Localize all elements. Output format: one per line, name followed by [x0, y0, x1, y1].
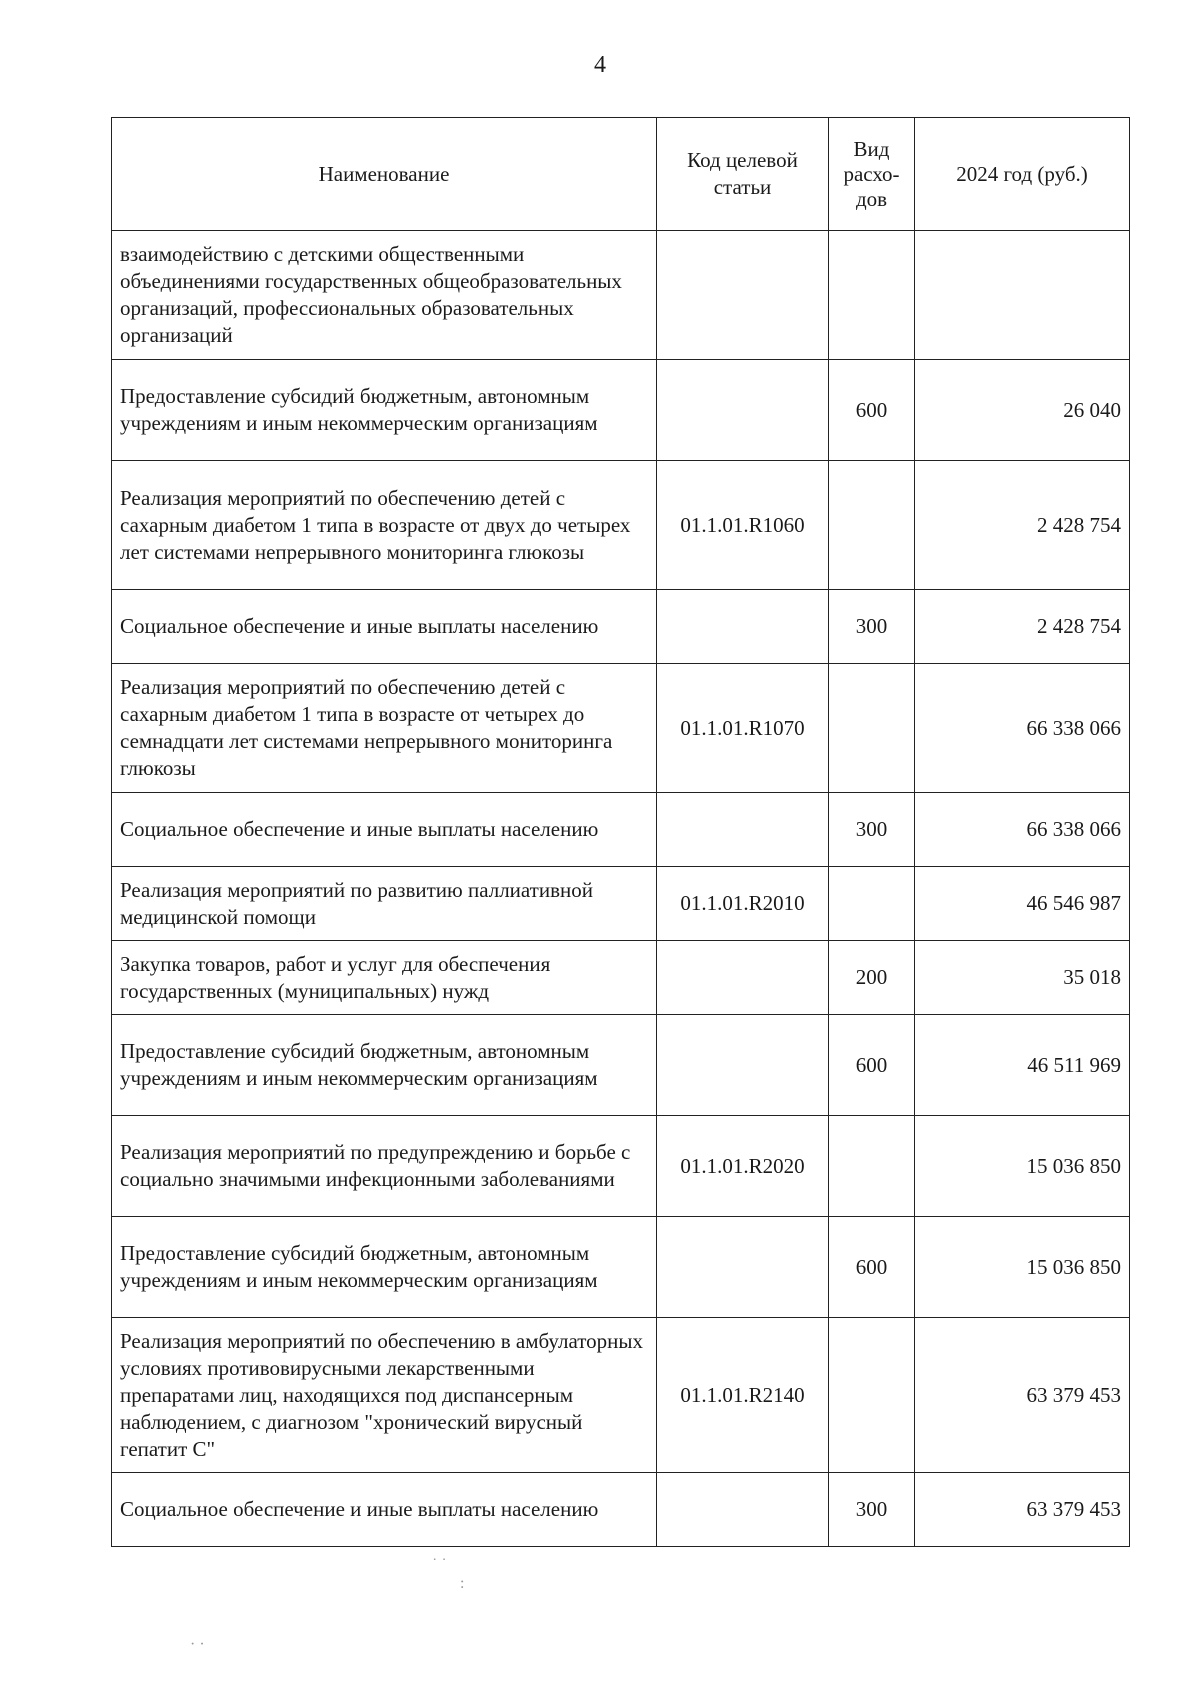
row-code-cell [657, 231, 829, 360]
header-kind: Вид расхо-дов [829, 118, 915, 231]
table-row [112, 793, 1130, 867]
table-header-row [112, 118, 1130, 231]
row-kind-cell [829, 231, 915, 360]
table-row [112, 590, 1130, 664]
row-kind-cell [829, 461, 915, 590]
page-number: 4 [594, 52, 606, 78]
row-amount-cell: 2 428 754 [915, 590, 1130, 664]
row-amount-cell [915, 231, 1130, 360]
row-code-cell: 01.1.01.R2020 [657, 1116, 829, 1217]
scan-artifact: ˙ ˙ [432, 1556, 447, 1573]
row-amount-cell: 66 338 066 [915, 664, 1130, 793]
row-kind-cell [829, 867, 915, 941]
row-name-cell: взаимодействию с детскими общественными объединениями государственных общеобразовательных организаций, профессиональных образовательных организаций [112, 231, 657, 360]
table-row [112, 1116, 1130, 1217]
row-code-cell [657, 360, 829, 461]
header-code: Код целевой статьи [657, 118, 829, 231]
row-amount-cell: 15 036 850 [915, 1116, 1130, 1217]
row-code-cell [657, 941, 829, 1015]
table-row [112, 360, 1130, 461]
row-amount-cell: 46 511 969 [915, 1015, 1130, 1116]
row-code-cell [657, 590, 829, 664]
row-code-cell [657, 1217, 829, 1318]
row-code-cell [657, 1015, 829, 1116]
table-row [112, 867, 1130, 941]
row-name-cell: Социальное обеспечение и иные выплаты населению [112, 590, 657, 664]
row-kind-cell: 300 [829, 590, 915, 664]
row-name-cell: Реализация мероприятий по развитию паллиативной медицинской помощи [112, 867, 657, 941]
row-name-cell: Реализация мероприятий по обеспечению детей с сахарным диабетом 1 типа в возрасте от четырех до семнадцати лет системами непрерывного мониторинга глюкозы [112, 664, 657, 793]
table-body [112, 231, 1130, 1547]
table-row [112, 1473, 1130, 1547]
row-kind-cell: 600 [829, 1217, 915, 1318]
header-amount: 2024 год (руб.) [915, 118, 1130, 231]
row-amount-cell: 2 428 754 [915, 461, 1130, 590]
table-row [112, 664, 1130, 793]
row-name-cell: Реализация мероприятий по обеспечению в амбулаторных условиях противовирусными лекарственными препаратами лиц, находящихся под диспансерным наблюдением, с диагнозом "хронический вирусный гепатит С" [112, 1318, 657, 1473]
row-amount-cell: 63 379 453 [915, 1473, 1130, 1547]
scan-artifact: · · [190, 1636, 205, 1653]
table-row [112, 461, 1130, 590]
row-name-cell: Социальное обеспечение и иные выплаты населению [112, 1473, 657, 1547]
scan-artifact: : [460, 1575, 465, 1592]
header-name: Наименование [112, 118, 657, 231]
table-row [112, 1217, 1130, 1318]
row-code-cell: 01.1.01.R1060 [657, 461, 829, 590]
row-name-cell: Реализация мероприятий по обеспечению детей с сахарным диабетом 1 типа в возрасте от двух до четырех лет системами непрерывного мониторинга глюкозы [112, 461, 657, 590]
row-kind-cell [829, 1116, 915, 1217]
row-amount-cell: 35 018 [915, 941, 1130, 1015]
row-kind-cell: 200 [829, 941, 915, 1015]
row-amount-cell: 66 338 066 [915, 793, 1130, 867]
row-code-cell: 01.1.01.R1070 [657, 664, 829, 793]
table-row [112, 1015, 1130, 1116]
table-row [112, 941, 1130, 1015]
row-name-cell: Предоставление субсидий бюджетным, автономным учреждениям и иным некоммерческим организациям [112, 1217, 657, 1318]
row-code-cell [657, 793, 829, 867]
row-kind-cell [829, 664, 915, 793]
row-amount-cell: 63 379 453 [915, 1318, 1130, 1473]
row-name-cell: Закупка товаров, работ и услуг для обеспечения государственных (муниципальных) нужд [112, 941, 657, 1015]
row-kind-cell: 600 [829, 1015, 915, 1116]
row-kind-cell [829, 1318, 915, 1473]
table-row [112, 231, 1130, 360]
row-kind-cell: 600 [829, 360, 915, 461]
row-name-cell: Социальное обеспечение и иные выплаты населению [112, 793, 657, 867]
table-row [112, 1318, 1130, 1473]
budget-table [111, 117, 1130, 1547]
row-code-cell [657, 1473, 829, 1547]
row-amount-cell: 26 040 [915, 360, 1130, 461]
row-name-cell: Предоставление субсидий бюджетным, автономным учреждениям и иным некоммерческим организациям [112, 360, 657, 461]
row-name-cell: Предоставление субсидий бюджетным, автономным учреждениям и иным некоммерческим организациям [112, 1015, 657, 1116]
row-kind-cell: 300 [829, 793, 915, 867]
row-amount-cell: 15 036 850 [915, 1217, 1130, 1318]
row-code-cell: 01.1.01.R2010 [657, 867, 829, 941]
row-code-cell: 01.1.01.R2140 [657, 1318, 829, 1473]
row-name-cell: Реализация мероприятий по предупреждению и борьбе с социально значимыми инфекционными заболеваниями [112, 1116, 657, 1217]
row-amount-cell: 46 546 987 [915, 867, 1130, 941]
row-kind-cell: 300 [829, 1473, 915, 1547]
